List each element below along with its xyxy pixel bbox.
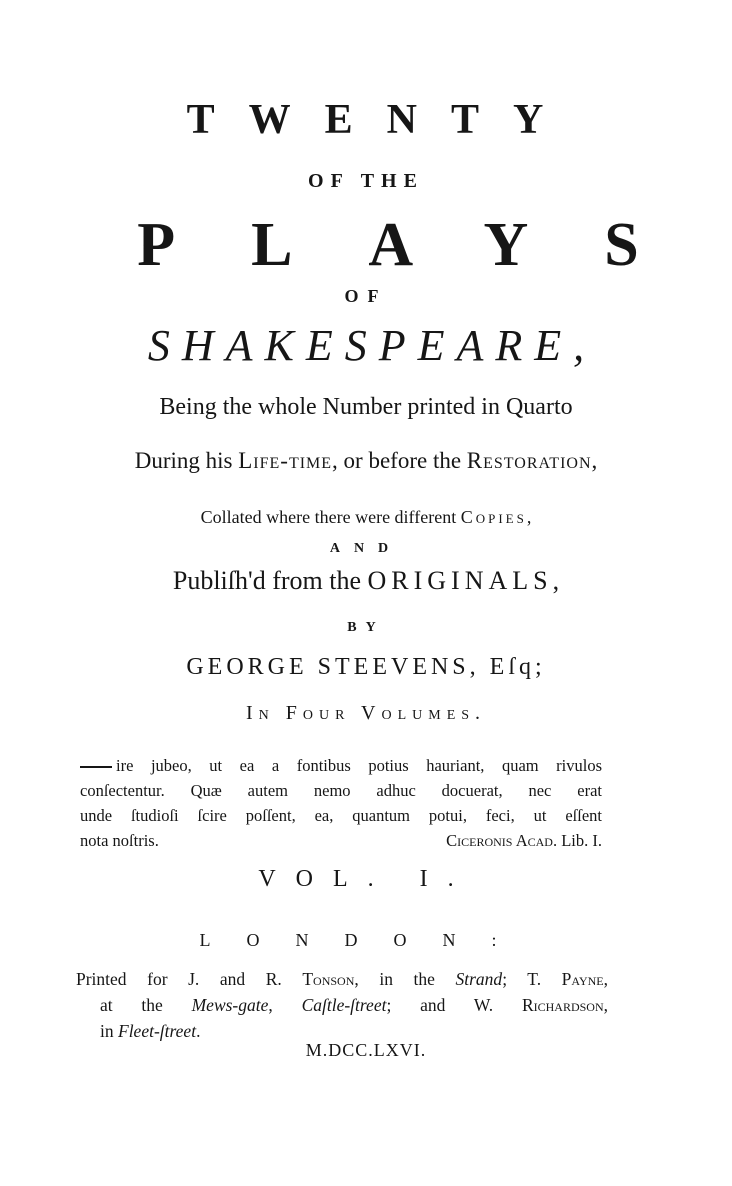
publication-date: M.DCC.LXVI. [305,1040,427,1060]
title-of-the: OF THE [308,170,424,192]
attribution-book: Lib. I. [557,831,602,850]
imprint-city: LONDON: [199,930,533,950]
collated-prefix: Collated where there were different [200,507,461,527]
subtitle-being: Being the whole Number printed in Quarto [159,394,573,420]
published-suffix: , [552,566,560,595]
imprint-text: at the [100,995,192,1015]
subtitle-collated [0,507,732,528]
title-of: OF [344,286,388,306]
subtitle-published [0,566,732,596]
quote-line-1 [80,753,602,778]
during-middle: , or before the [332,448,467,473]
collated-suffix: , [526,507,532,527]
conjunction-by: BY [347,620,385,635]
restoration-text: Restoration [466,448,592,473]
life-time-text: Life-time [238,448,333,473]
quote-line-4-text: nota noſtris. [80,831,159,850]
quote-line-1-text: ire jubeo, ut ea a fontibus potius hauriant, quam rivulos [116,756,602,775]
conjunction-and: AND [329,541,403,556]
printer-payne: Payne [561,969,604,989]
epigraph-quotation [80,753,602,853]
title-twenty: TWENTY [186,97,578,143]
imprint-text: Printed for J. and R. [76,969,303,989]
printer-richardson: Richardson [521,995,604,1015]
place-mews-gate: Mews-gate [191,995,269,1015]
during-suffix: , [591,448,598,473]
place-fleet-street: Fleet-ſtreet [118,1021,197,1041]
title-plays: PLAYS [137,211,715,279]
imprint-text: in [100,1021,118,1041]
volume-number: VOL. I. [258,866,474,892]
title-shakespeare: SHAKESPEARE, [147,321,597,370]
imprint-block [76,966,608,1044]
quote-line-3: unde ſtudioſi ſcire poſſent, ea, quantum potui, feci, ut eſſent [80,806,602,825]
place-strand: Strand [455,969,503,989]
imprint-text: , in the [354,969,456,989]
quote-line-4 [80,828,602,853]
imprint-text: , [603,969,608,989]
imprint-text: . [196,1021,201,1041]
imprint-text: , [603,995,608,1015]
editor-name: GEORGE STEEVENS, Eſq; [186,654,546,680]
attribution-source: Ciceronis Acad. [446,831,558,850]
imprint-line-2 [76,992,608,1018]
imprint-line-1 [76,966,608,992]
imprint-text: ; T. [502,969,562,989]
volume-count: In Four Volumes. [245,702,487,724]
quote-line-2: conſectentur. Quæ autem nemo adhuc docuerat, nec erat [80,781,602,800]
subtitle-during [0,448,732,474]
quote-attribution [446,828,602,853]
published-prefix: Publiſh'd from the [172,566,368,595]
copies-text: Copies [460,507,527,527]
place-castle-street: Caſtle-ſtreet [301,995,387,1015]
imprint-text: ; and W. [386,995,522,1015]
originals-text: ORIGINALS [367,566,553,595]
during-prefix: During his [134,448,239,473]
printer-tonson: Tonson [302,969,355,989]
quote-dash [80,766,112,768]
imprint-text: , [268,995,302,1015]
